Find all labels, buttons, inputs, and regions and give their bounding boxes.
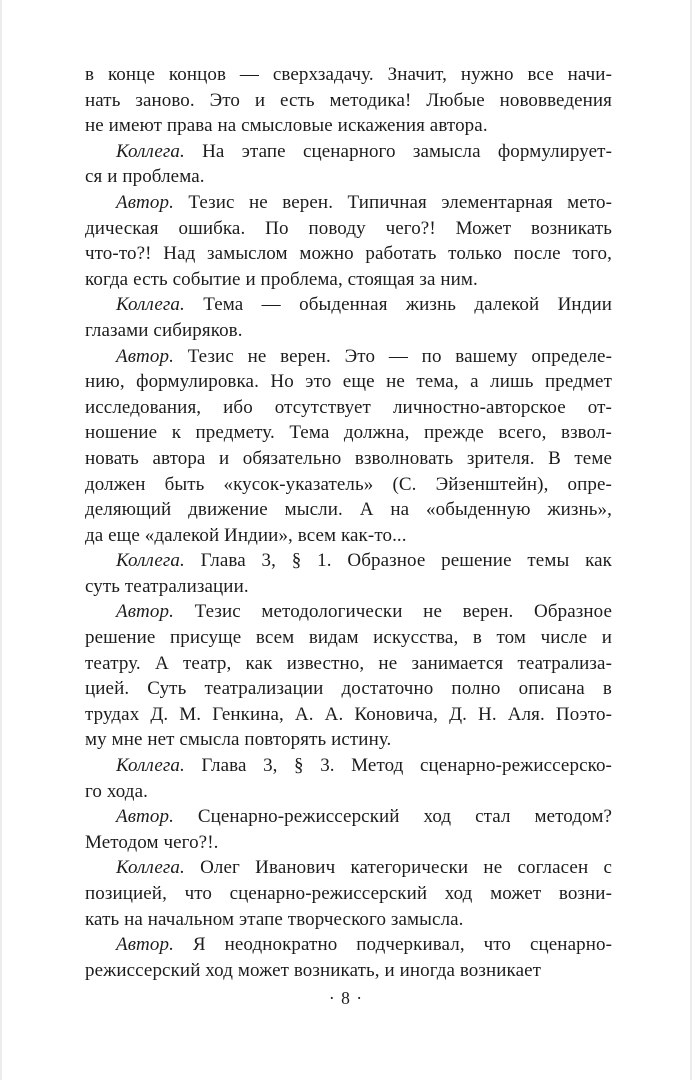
text-line: да еще «далекой Индии», всем как-то...: [85, 524, 407, 546]
paragraph: [85, 753, 612, 804]
text-line: решение присуще всем видам искусства, в том числе и: [85, 627, 612, 649]
text-line: в конце концов — сверхзадачу. Значит, нужно все начи-: [85, 64, 612, 85]
text-line: когда есть событие и проблема, стоящая за ним.: [85, 268, 478, 290]
text-line: нию, формулировка. Но это еще не тема, а лишь предмет: [85, 371, 612, 393]
paragraph: [85, 804, 612, 855]
paragraph: [85, 599, 612, 753]
text-line: Автор. Сценарно-режиссерский ход стал методом?: [116, 806, 612, 828]
text-line: Методом чего?!.: [85, 831, 219, 853]
speaker-name: Коллега.: [116, 857, 185, 879]
text-line: му мне нет смысла повторять истину.: [85, 729, 392, 751]
text-line: позицией, что сценарно-режиссерский ход может возни-: [85, 883, 612, 904]
text-line: ношение к предмету. Тема должна, прежде всего, взвол-: [85, 422, 612, 444]
speaker-name: Коллега.: [116, 140, 185, 162]
text-line: что-то?! Над замыслом можно работать только после того,: [85, 243, 612, 265]
speaker-name: Автор.: [116, 806, 174, 828]
text-line: ся и проблема.: [85, 166, 205, 188]
text-line: театру. А театр, как известно, не занимается театрализа-: [85, 652, 612, 674]
text-line: режиссерский ход может возникать, и иногда возникает: [85, 959, 542, 981]
paragraph: [85, 932, 612, 983]
speaker-name: Автор.: [116, 601, 174, 623]
text-line: нать заново. Это и есть методика! Любые нововведения: [85, 89, 612, 111]
text-line: го хода.: [85, 780, 148, 802]
paragraph: [85, 855, 612, 932]
text-line: исследования, ибо отсутствует личностно-авторское от-: [85, 396, 612, 418]
text-line: Коллега. Олег Иванович категорически не согласен с: [116, 857, 612, 879]
text-line: деляющий движение мысли. А на «обыденную жизнь»,: [85, 499, 612, 521]
text-line: не имеют права на смысловые искажения автора.: [85, 115, 488, 137]
text-line: Автор. Я неоднократно подчеркивал, что сценарно-: [116, 934, 612, 956]
page-footer: [0, 988, 692, 1009]
text-line: Автор. Тезис методологически не верен. Образное: [116, 601, 612, 623]
paragraph: [85, 292, 612, 343]
speaker-name: Автор.: [116, 345, 174, 367]
paragraph: [85, 139, 612, 190]
text-line: Коллега. Глава 3, § 1. Образное решение темы как: [116, 550, 612, 572]
text-line: цией. Суть театрализации достаточно полно описана в: [85, 678, 612, 700]
text-line: Автор. Тезис не верен. Типичная элементарная мето-: [116, 191, 612, 213]
text-line: суть театрализации.: [85, 575, 249, 597]
text-line: дическая ошибка. По поводу чего?! Может возникать: [85, 217, 612, 239]
text-line: Автор. Тезис не верен. Это — по вашему определе-: [116, 345, 612, 367]
paragraph: [85, 548, 612, 599]
text-line: глазами сибиряков.: [85, 319, 243, 341]
text-line: трудах Д. М. Генкина, А. А. Коновича, Д. Н. Аля. Поэто-: [85, 703, 612, 725]
speaker-name: Коллега.: [116, 550, 185, 572]
speaker-name: Коллега.: [116, 755, 185, 777]
speaker-name: Автор.: [116, 934, 174, 956]
text-line: Коллега. Тема — обыденная жизнь далекой Индии: [116, 294, 612, 316]
speaker-name: Автор.: [116, 191, 174, 213]
text-line: должен быть «кусок-указатель» (С. Эйзенштейн), опре-: [85, 473, 612, 495]
text-line: новать автора и обязательно взволновать зрителя. В теме: [85, 447, 612, 469]
paragraph: [85, 344, 612, 549]
page-number: · 8 ·: [328, 988, 364, 1008]
text-line: Коллега. Глава 3, § 3. Метод сценарно-режиссерско-: [116, 755, 612, 777]
speaker-name: Коллега.: [116, 294, 185, 316]
paragraph: [85, 62, 612, 139]
text-line: кать на начальном этапе творческого замысла.: [85, 908, 464, 930]
paragraph: [85, 190, 612, 292]
text-line: Коллега. На этапе сценарного замысла формулирует-: [116, 140, 612, 162]
text-block: [85, 62, 612, 983]
